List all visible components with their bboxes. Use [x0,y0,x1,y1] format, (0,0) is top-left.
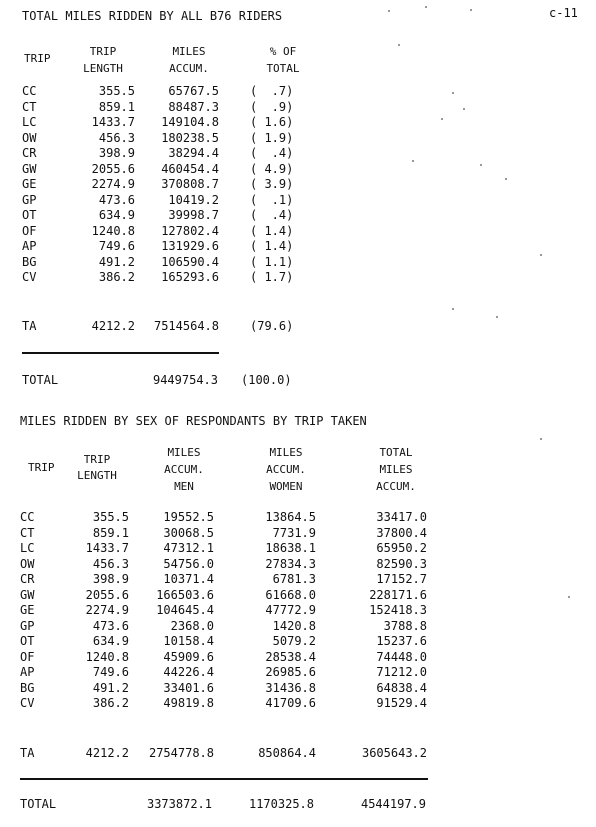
trip-length: 4212.2 [91,319,135,333]
miles-men: 47312.1 [163,541,214,555]
miles-total: 3788.8 [383,618,427,633]
table2-header-men-2: ACCUM. [164,463,204,476]
trip-length: 2055.6 [91,161,135,176]
miles-men: 30068.5 [163,525,214,540]
trip-length: 386.2 [92,696,129,710]
table1-total-miles: 9449754.3 [152,373,218,387]
table1-header-trip-length-2: LENGTH [83,62,123,75]
miles-accum: 88487.3 [168,99,219,114]
table1-total-row [0,373,596,388]
miles-total: 152418.3 [369,603,427,617]
trip-code: CT [20,525,35,540]
pct-total: ( 1.7) [250,270,294,284]
trip-code: LC [20,541,35,555]
table1-row [0,131,596,146]
trip-length: 2274.9 [91,177,135,191]
miles-women: 28538.4 [265,649,316,664]
trip-length: 2274.9 [85,603,129,617]
table1-header-pct-1: % OF [269,45,297,58]
table2-row [0,510,596,525]
table2-row [0,588,596,603]
miles-accum: 370808.7 [161,177,219,191]
table2-row [0,526,596,541]
table1-row [0,193,596,208]
page-number: c-11 [549,6,578,20]
table2-header-trip-length-1: TRIP [83,453,111,466]
trip-code: GW [20,587,35,602]
miles-men: 19552.5 [163,510,214,524]
miles-accum: 165293.6 [161,270,219,284]
table2-header-men-1: MILES [167,446,201,459]
trip-code: GP [22,192,37,207]
trip-code: CT [22,99,37,114]
trip-code: AP [22,239,37,253]
pct-total: ( .9) [250,99,294,114]
trip-code: CR [22,146,37,160]
table1-row [0,224,596,239]
miles-total: 33417.0 [376,510,427,524]
miles-accum: 39998.7 [168,208,219,222]
miles-men: 2754778.8 [148,746,214,760]
miles-accum: 7514564.8 [153,319,219,333]
pct-total: ( 1.9) [250,130,294,145]
trip-length: 1433.7 [91,115,135,129]
trip-code: OW [20,556,35,571]
table2-total-total: 4544197.9 [360,797,426,811]
table2-total-rule [20,778,428,780]
table1-total-label: TOTAL [22,373,59,387]
miles-accum: 180238.5 [161,130,219,145]
table1-row [0,84,596,99]
pct-total: ( .1) [250,192,294,207]
trip-length: 398.9 [92,572,129,586]
trip-length: 749.6 [98,239,135,253]
table2-row [0,665,596,680]
trip-length: 859.1 [98,99,135,114]
table1-total-rule [22,352,219,354]
trip-code: OT [22,208,37,222]
table1-row [0,162,596,177]
miles-accum: 460454.4 [161,161,219,176]
miles-men: 54756.0 [163,556,214,571]
pct-total: (79.6) [250,319,294,333]
trip-code: GE [22,177,37,191]
pct-total: ( 1.4) [250,239,294,253]
table2-row [0,619,596,634]
pct-total: ( .4) [250,208,294,222]
table2-header-women-2: ACCUM. [266,463,306,476]
table1-row [0,255,596,270]
miles-men: 104645.4 [156,603,214,617]
pct-total: ( 1.6) [250,115,294,129]
table2-row [0,603,596,618]
trip-length: 456.3 [98,130,135,145]
miles-total: 17152.7 [376,572,427,586]
table1-row [0,270,596,285]
table2-row [0,681,596,696]
miles-women: 1420.8 [272,618,316,633]
miles-accum: 131929.6 [161,239,219,253]
table1-total-pct: (100.0) [241,373,292,387]
table1-row [0,115,596,130]
miles-men: 44226.4 [163,665,214,679]
miles-men: 45909.6 [163,649,214,664]
table1-row [0,208,596,223]
miles-total: 74448.0 [376,649,427,664]
table2-total-row [0,797,596,812]
trip-code: OW [22,130,37,145]
miles-men: 10158.4 [163,634,214,648]
miles-total: 228171.6 [369,587,427,602]
pct-total: ( 1.1) [250,254,294,269]
miles-women: 13864.5 [265,510,316,524]
trip-code: OT [20,634,35,648]
trip-code: CC [22,84,37,98]
miles-women: 5079.2 [272,634,316,648]
miles-total: 82590.3 [376,556,427,571]
miles-women: 7731.9 [272,525,316,540]
table1-header-miles-accum-1: MILES [172,45,206,58]
miles-women: 18638.1 [265,541,316,555]
table2-row [0,634,596,649]
table2-row [0,696,596,711]
miles-accum: 149104.8 [161,115,219,129]
table2-total-women: 1170325.8 [248,797,314,811]
table1-header-trip-length-1: TRIP [89,45,117,58]
table1-header-miles-accum-2: ACCUM. [169,62,209,75]
miles-men: 33401.6 [163,680,214,695]
miles-women: 6781.3 [272,572,316,586]
trip-length: 491.2 [98,254,135,269]
trip-length: 4212.2 [85,746,129,760]
trip-code: TA [20,746,35,760]
trip-length: 749.6 [92,665,129,679]
trip-length: 355.5 [92,510,129,524]
table2-header-women-1: MILES [269,446,303,459]
trip-code: OF [22,223,37,238]
table2-total-men: 3373872.1 [146,797,212,811]
miles-men: 49819.8 [163,696,214,710]
miles-accum: 65767.5 [168,84,219,98]
trip-length: 398.9 [98,146,135,160]
table1-header-trip: TRIP [24,52,51,65]
miles-accum: 127802.4 [161,223,219,238]
miles-women: 26985.6 [265,665,316,679]
trip-length: 491.2 [92,680,129,695]
pct-total: ( 3.9) [250,177,294,191]
pct-total: ( 4.9) [250,161,294,176]
trip-code: OF [20,649,35,664]
miles-women: 61668.0 [265,587,316,602]
trip-code: TA [22,319,37,333]
miles-women: 41709.6 [265,696,316,710]
table2-header-total-1: TOTAL [379,446,413,459]
table2-row [0,650,596,665]
table1-title: TOTAL MILES RIDDEN BY ALL B76 RIDERS [22,9,283,23]
miles-women: 27834.3 [265,556,316,571]
trip-length: 859.1 [92,525,129,540]
trip-code: LC [22,115,37,129]
trip-length: 456.3 [92,556,129,571]
table1-row [0,239,596,254]
miles-total: 65950.2 [376,541,427,555]
table1-row [0,146,596,161]
table2-row [0,557,596,572]
trip-length: 355.5 [98,84,135,98]
trip-code: GP [20,618,35,633]
table2-header-total-3: ACCUM. [376,480,416,493]
miles-total: 91529.4 [376,696,427,710]
table2-header-trip-length-2: LENGTH [77,469,117,482]
trip-code: GE [20,603,35,617]
miles-total: 64838.4 [376,680,427,695]
trip-code: CR [20,572,35,586]
trip-length: 634.9 [98,208,135,222]
trip-code: BG [20,680,35,695]
miles-men: 166503.6 [156,587,214,602]
miles-women: 47772.9 [265,603,316,617]
miles-accum: 10419.2 [168,192,219,207]
trip-code: AP [20,665,35,679]
trip-code: CC [20,510,35,524]
miles-total: 15237.6 [376,634,427,648]
trip-length: 1240.8 [91,223,135,238]
pct-total: ( .7) [250,84,294,98]
miles-women: 850864.4 [258,746,316,760]
trip-length: 1433.7 [85,541,129,555]
table2-header-women-3: WOMEN [269,480,303,493]
miles-total: 71212.0 [376,665,427,679]
table2-total-label: TOTAL [20,797,57,811]
miles-men: 10371.4 [163,572,214,586]
table2-header-men-3: MEN [174,480,194,493]
table2-header-trip: TRIP [28,461,55,474]
trip-code: GW [22,161,37,176]
table1-ta-row [0,319,596,334]
trip-length: 386.2 [98,270,135,284]
trip-length: 473.6 [92,618,129,633]
trip-length: 2055.6 [85,587,129,602]
table2-row [0,572,596,587]
trip-code: BG [22,254,37,269]
miles-women: 31436.8 [265,680,316,695]
table2-row [0,541,596,556]
trip-length: 1240.8 [85,649,129,664]
miles-men: 2368.0 [170,618,214,633]
table2-ta-row [0,746,596,761]
miles-total: 3605643.2 [361,746,427,760]
trip-length: 473.6 [98,192,135,207]
pct-total: ( 1.4) [250,223,294,238]
table2-title: MILES RIDDEN BY SEX OF RESPONDANTS BY TRIP TAKEN [20,414,367,428]
table2-header-total-2: MILES [379,463,413,476]
trip-length: 634.9 [92,634,129,648]
trip-code: CV [22,270,37,284]
table1-header-pct-2: TOTAL [266,62,300,75]
pct-total: ( .4) [250,146,294,160]
miles-total: 37800.4 [376,525,427,540]
trip-code: CV [20,696,35,710]
table1-row [0,100,596,115]
miles-accum: 106590.4 [161,254,219,269]
miles-accum: 38294.4 [168,146,219,160]
